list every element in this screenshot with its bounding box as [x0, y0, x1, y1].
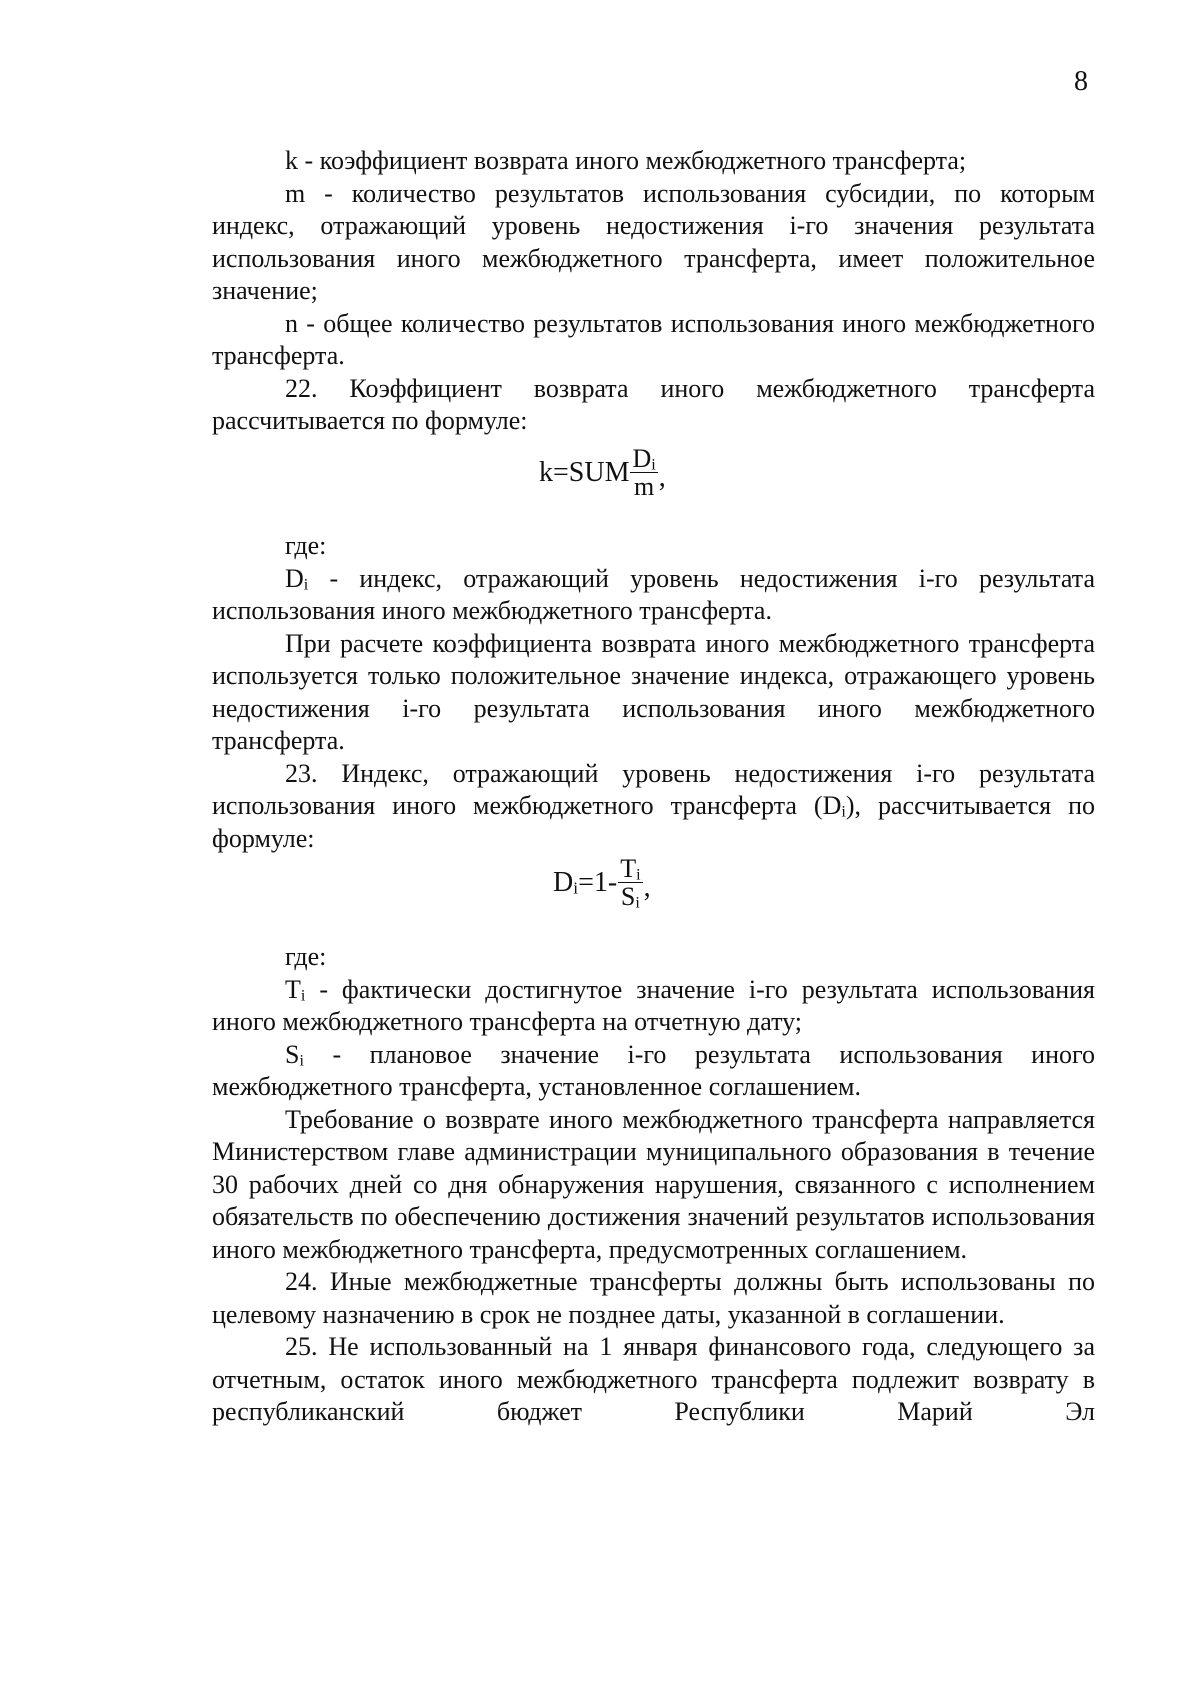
- formula-di-numerator: $T_i$: [620, 854, 641, 884]
- formula-di-denominator: $S_i$: [620, 882, 640, 912]
- item-22: 22. Коэффициент возврата иного межбюджетного трансферта рассчитывается по формуле:: [212, 373, 1095, 435]
- formula-k: [539, 445, 666, 500]
- n-definition: n - общее количество результатов использования иного межбюджетного трансферта.: [212, 308, 1095, 370]
- item-25: 25. Не использованный на 1 января финансового года, следующего за отчетным, остаток иного межбюджетного трансферта подлежит возврату в республиканский бюджет Республики Марий Эл: [212, 1332, 1095, 1426]
- definitions-block-1: [212, 145, 1095, 438]
- formula-di-mid: =1-: [578, 866, 618, 898]
- item-24: 24. Иные межбюджетные трансферты должны быть использованы по целевому назначению в срок не позднее даты, указанной в соглашении.: [212, 1267, 1095, 1329]
- formula-di: [553, 855, 651, 910]
- definitions-block-3: [212, 941, 1095, 1429]
- requirement-paragraph: Требование о возврате иного межбюджетного трансферта направляется Министерством главе администрации муниципального образования в течение 30 рабочих дней со дня обнаружения нарушения, связанного с исполнением обязательств по обеспечению достижения значений результатов использования иного межбюджетного трансферта, предусмотренных соглашением.: [212, 1104, 1095, 1264]
- page-number: 8: [1074, 66, 1088, 97]
- formula-k-numerator: $D_i$: [632, 444, 656, 474]
- di-definition: $D_i$ - индекс, отражающий уровень недостижения i-го результата использования иного межбюджетного трансферта.: [212, 563, 1095, 625]
- formula-k-comma: ,: [658, 462, 666, 493]
- formula-di-lhs: $D_i$: [553, 866, 579, 898]
- m-definition: m - количество результатов использования субсидии, по которым индекс, отражающий уровень недостижения i-го значения результата использования иного межбюджетного трансферта, имеет положительное значение;: [212, 178, 1095, 305]
- formula-k-denominator: m: [634, 472, 655, 501]
- formula-di-fraction: [618, 855, 642, 910]
- calculation-paragraph: При расчете коэффициента возврата иного межбюджетного трансферта используется только положительное значение индекса, отражающего уровень недостижения i-го результата использования иного межбюджетного трансферта.: [212, 628, 1095, 755]
- formula-di-comma: ,: [643, 872, 651, 903]
- definitions-block-2: [212, 530, 1095, 855]
- where-label-1: где:: [285, 531, 327, 560]
- item-23: 23. Индекс, отражающий уровень недостижения i-го результата использования иного межбюджетного трансферта $(D_i)$, рассчитывается по формуле:: [212, 758, 1096, 853]
- formula-k-left: k=SUM: [539, 456, 630, 488]
- ti-definition: $T_i$ - фактически достигнутое значение i-го результата использования иного межбюджетного трансферта на отчетную дату;: [212, 974, 1095, 1036]
- where-label-2: где:: [285, 942, 327, 971]
- formula-k-fraction: [630, 445, 657, 500]
- si-definition: $S_i$ - плановое значение i-го результата использования иного межбюджетного трансферта, установленное соглашением.: [212, 1039, 1095, 1101]
- k-definition: k - коэффициент возврата иного межбюджетного трансферта;: [285, 146, 967, 175]
